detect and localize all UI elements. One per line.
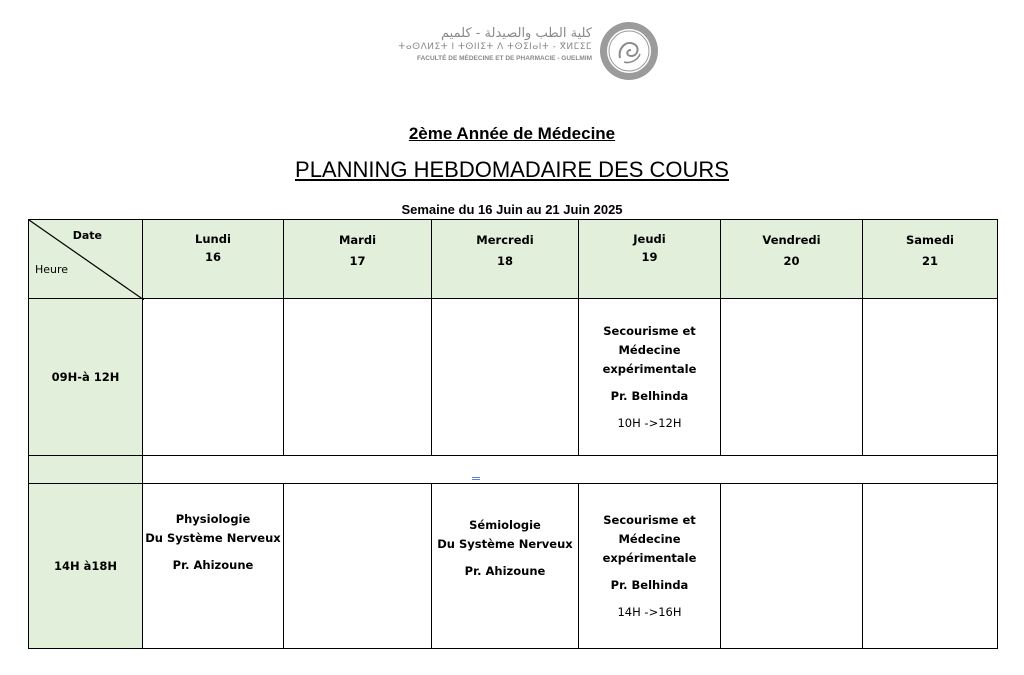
day-name: Lundi <box>195 232 231 246</box>
logo-text <box>360 26 592 64</box>
separator-mark <box>472 477 480 479</box>
cell-afternoon-mercredi <box>431 483 579 649</box>
day-number: 18 <box>496 254 513 268</box>
week-range: Semaine du 16 Juin au 21 Juin 2025 <box>401 202 623 217</box>
separator-row <box>142 455 998 484</box>
slot-label: 14H à18H <box>53 558 118 573</box>
day-header-samedi <box>862 219 998 299</box>
course-name: Sémiologie <box>469 518 541 532</box>
logo-arabic-name: كلية الطب والصيدلة - كلميم <box>441 26 592 41</box>
day-header-jeudi <box>578 219 721 299</box>
course-name: Secourisme et <box>603 323 696 338</box>
logo-tifinagh-name: ⵜⴰⵙⴷⵍⵉⵜ ⵏ ⵜⵙⵏⵏⵉⵜ ⴷ ⵜⵙⵉⵏⴰⵏⵜ - ⴳⵍⵎⵉⵎ <box>398 42 592 52</box>
course-name: Secourisme et <box>603 512 696 527</box>
course-name: Du Système Nerveux <box>437 537 573 551</box>
day-name: Vendredi <box>762 233 821 247</box>
professor-name: Pr. Belhinda <box>610 577 689 592</box>
day-name: Mardi <box>338 233 377 247</box>
day-name: Samedi <box>906 233 954 247</box>
cell-morning-vendredi <box>720 298 863 456</box>
course-name: Médecine <box>618 342 681 357</box>
cell-morning-mercredi <box>431 298 579 456</box>
day-header-vendredi <box>720 219 863 299</box>
slot-label-morning <box>28 298 143 456</box>
course-name: Du Système Nerveux <box>145 531 281 545</box>
cell-afternoon-mardi <box>283 483 432 649</box>
day-number: 20 <box>783 254 800 268</box>
professor-name: Pr. Belhinda <box>610 388 689 403</box>
cell-morning-samedi <box>862 298 998 456</box>
cell-afternoon-vendredi <box>720 483 863 649</box>
day-header-mardi <box>283 219 432 299</box>
cell-afternoon-lundi <box>142 483 284 649</box>
session-time: 10H ->12H <box>617 415 682 430</box>
day-name: Jeudi <box>633 232 666 246</box>
day-number: 19 <box>641 250 658 264</box>
day-header-lundi <box>142 219 284 299</box>
course-name: Physiologie <box>175 512 251 526</box>
day-header-mercredi <box>431 219 579 299</box>
slot-label-afternoon <box>28 483 143 649</box>
cell-morning-jeudi <box>578 298 721 456</box>
day-number: 16 <box>204 250 221 264</box>
course-name: Médecine <box>618 531 681 546</box>
faculty-logo <box>360 16 670 92</box>
course-name: expérimentale <box>602 550 697 565</box>
day-number: 21 <box>921 254 938 268</box>
schedule-table <box>28 219 998 649</box>
separator-label-cell <box>28 455 143 484</box>
corner-hour-label: Heure <box>35 263 69 276</box>
slot-label: 09H-à 12H <box>51 369 120 384</box>
corner-cell <box>28 219 143 299</box>
professor-name: Pr. Ahizoune <box>464 564 546 578</box>
day-number: 17 <box>349 254 366 268</box>
cell-morning-mardi <box>283 298 432 456</box>
session-time: 14H ->16H <box>617 604 682 619</box>
page-subtitle: PLANNING HEBDOMADAIRE DES COURS <box>295 157 729 182</box>
corner-date-label: Date <box>72 229 102 242</box>
course-name: expérimentale <box>602 361 697 376</box>
cell-afternoon-jeudi <box>578 483 721 649</box>
professor-name: Pr. Ahizoune <box>172 558 254 572</box>
cell-afternoon-samedi <box>862 483 998 649</box>
page-title: 2ème Année de Médecine <box>408 124 616 143</box>
cell-morning-lundi <box>142 298 284 456</box>
seal-icon <box>598 20 660 82</box>
logo-french-name: FACULTÉ DE MÉDECINE ET DE PHARMACIE - GUELMIM <box>416 55 592 62</box>
day-name: Mercredi <box>476 233 534 247</box>
